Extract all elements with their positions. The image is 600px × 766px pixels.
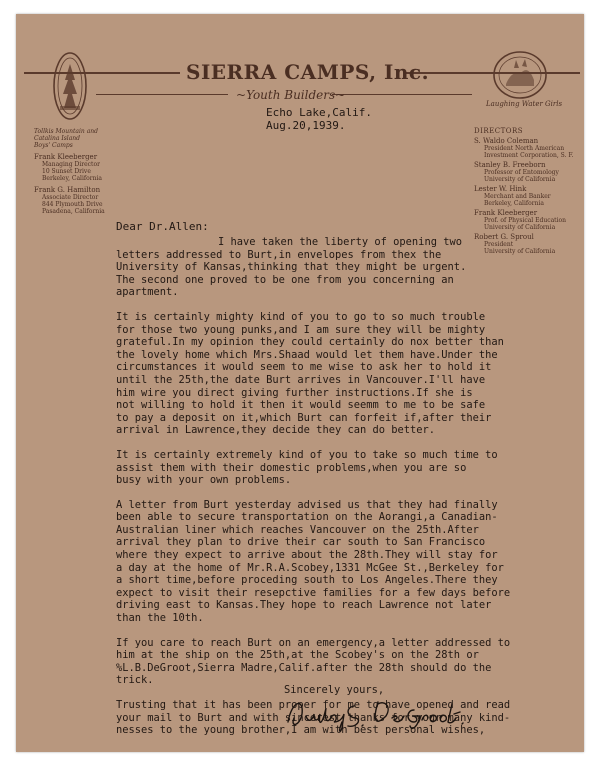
director-entry: Lester W. Hink Merchant and Banker Berkeley, California <box>474 185 551 207</box>
body-paragraph: A letter from Burt yesterday advised us that they had finally been able to secure transportation on the Aorangi,a Canadian- Australian liner which reaches Vancouver on the 25th.After arrival they plan to drive their car south to San Francisco where they expect to arrive about the 28th.They will stay for a day at the home of Mr.R.A.Scobey,1331 McGee St.,Berkeley for a short time,before proceding south to Los Angeles.There they expect to visit their resepctive families for a few days before driving east to Kansas.They hope to reach Lawrence not later than the 10th. <box>116 498 511 625</box>
right-seal-caption: Laughing Water Girls <box>486 100 563 108</box>
director-entry: Frank Kleeberger Prof. of Physical Education University of California <box>474 209 566 231</box>
company-name: SIERRA CAMPS, Inc. <box>186 60 430 84</box>
left-info-column <box>34 128 134 220</box>
company-tagline: ~Youth Builders~ <box>236 88 346 102</box>
letter-body <box>116 236 576 749</box>
subtitle-rule-left <box>96 94 228 95</box>
salutation: Dear Dr.Allen: <box>116 220 209 233</box>
director-entry: Robert G. Sproul President University of California <box>474 233 556 255</box>
director-entry: Stanley B. Freeborn Professor of Entomology University of California <box>474 161 559 183</box>
letter-date: Aug.20,1939. <box>266 119 346 132</box>
header-rule-left <box>24 72 180 74</box>
letter-place: Echo Lake,Calif. <box>266 106 372 119</box>
left-seal-emblem <box>52 50 88 122</box>
closing: Sincerely yours, <box>284 684 385 696</box>
body-paragraph: It is certainly extremely kind of you to take so much time to assist them with their domestic problems,when you are so busy with your own problems. <box>116 448 498 487</box>
director-entry: S. Waldo Coleman President North American Investment Corporation, S. F. <box>474 137 574 159</box>
subtitle-rule-right <box>332 94 472 95</box>
body-paragraph: If you care to reach Burt on an emergency,a letter addressed to him at the ship on the 25th,at the Scobey's on the 28th or %L.B.DeGroot,Sierra Madre,Calif.after the 28th should do the trick. <box>116 636 511 687</box>
staff-entry: Frank Kleeberger Managing Director 10 Sunset Drive Berkeley, California <box>34 153 102 182</box>
header-rule-right <box>404 72 580 74</box>
body-paragraph: I have taken the liberty of opening two letters addressed to Burt,in envelopes from thex the University of Kansas,thinking that they might be urgent. The second one proved to be one from you concerning an apartment. <box>116 236 467 299</box>
body-paragraph: It is certainly mighty kind of you to go to so much trouble for those two young punks,and I am sure they will be mighty grateful.In my opinion they could certainly do nox better than the lovely home which Mrs.Shaad would let them have.Under the circumstances it would seem to me wise to ask her to hold it until the 25th,the date Burt arrives in Vancouver.I'll have him wire you direct giving further instructions.If she is not willing to hold it then it would seemm to me to be safe to pay a deposit on it,which Burt can forfeit if,after their arrival in Lawrence,they decide they can do better. <box>116 310 504 437</box>
handwritten-signature <box>282 692 472 736</box>
right-seal-emblem <box>492 50 548 100</box>
camps-description: Tollkis Mountain and Catalina Island Boys' Camps <box>34 128 98 149</box>
directors-heading: DIRECTORS <box>474 127 524 135</box>
staff-entry: Frank G. Hamilton Associate Director 844 Plymouth Drive Pasadena, California <box>34 186 105 215</box>
body-paragraph: Trusting that it has been proper for me to have opened and read your mail to Burt and with sincerest thanks for your many kind- nesses to the young brother,I am with best personal wishes, <box>116 699 511 737</box>
